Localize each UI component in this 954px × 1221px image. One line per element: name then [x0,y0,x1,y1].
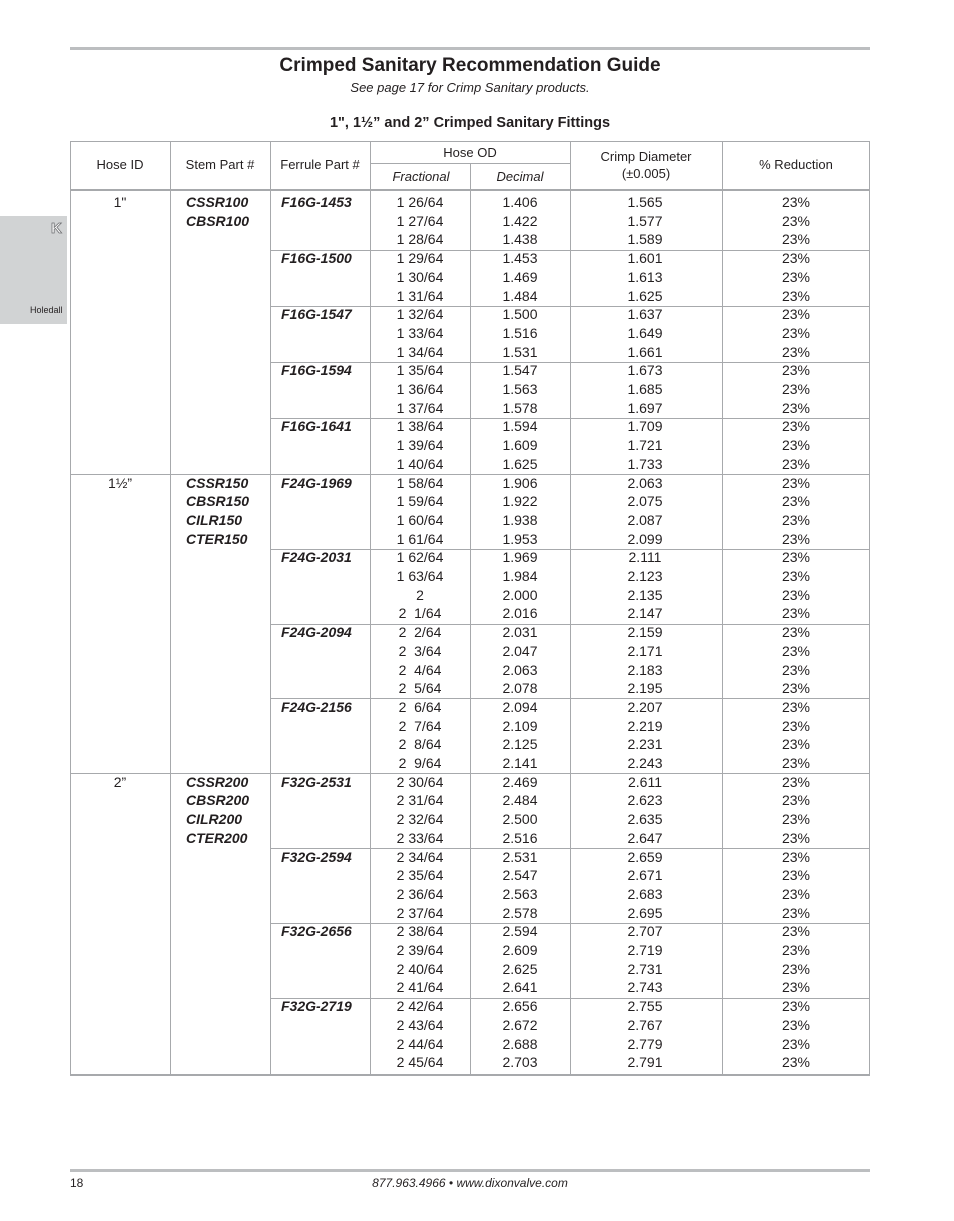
crimp-diameter-cell: 2.767 [627,1016,663,1033]
ferrule-part-cell: F16G-1500 [281,250,352,267]
table-top-border [70,141,870,142]
fractional-cell: 2 2/64 [398,624,442,641]
crimp-diameter-cell: 1.637 [627,306,663,323]
crimp-diameter-cell: 1.721 [627,437,663,454]
reduction-cell: 23% [781,250,811,267]
fractional-cell: 1 29/64 [396,250,444,267]
fractional-cell: 2 4/64 [398,661,442,678]
decimal-cell: 2.063 [502,661,538,678]
reduction-cell: 23% [781,698,811,715]
decimal-cell: 1.563 [502,381,538,397]
crimp-diameter-cell: 2.695 [627,904,663,921]
fractional-cell: 1 28/64 [396,231,444,248]
fractional-cell: 2 31/64 [396,792,444,809]
ferrule-part-cell: F16G-1594 [281,362,352,379]
fractional-cell: 1 33/64 [396,324,444,341]
decimal-cell: 1.422 [502,212,538,229]
decimal-cell: 2.531 [502,848,538,865]
top-rule [70,47,870,50]
crimp-diameter-cell: 2.659 [627,848,663,865]
decimal-cell: 2.016 [502,605,538,622]
fractional-cell: 2 32/64 [396,811,444,828]
stem-part-cell: CILR150 [186,511,243,528]
fractional-cell: 1 35/64 [396,362,444,379]
decimal-cell: 2.688 [502,1035,538,1052]
fractional-cell: 1 59/64 [396,493,444,510]
crimp-diameter-cell: 2.159 [627,624,663,641]
decimal-cell: 2.578 [502,904,538,921]
decimal-cell: 2.078 [502,680,538,697]
crimp-diameter-cell: 2.123 [627,568,663,584]
fractional-cell: 2 42/64 [396,998,444,1015]
reduction-cell: 23% [781,549,811,566]
hose-id-cell: 1" [113,194,127,210]
crimp-diameter-cell: 2.731 [627,960,663,977]
reduction-cell: 23% [781,942,811,958]
page-title: Crimped Sanitary Recommendation Guide [279,55,661,76]
crimp-diameter-cell: 1.601 [627,250,663,267]
ferrule-part-cell: F16G-1547 [281,306,352,323]
crimp-diameter-cell: 2.183 [627,661,663,678]
crimp-diameter-cell: 1.613 [627,268,663,285]
column-divider [470,163,471,189]
reduction-cell: 23% [781,923,811,940]
decimal-cell: 1.938 [502,511,538,528]
crimp-diameter-cell: 2.791 [627,1054,663,1071]
ferrule-part-cell: F32G-2719 [281,998,352,1015]
crimp-diameter-cell: 2.171 [627,642,663,659]
column-divider [722,141,723,1074]
ferrule-part-cell: F16G-1453 [281,194,352,210]
fractional-cell: 1 37/64 [396,399,444,416]
reduction-cell: 23% [781,511,811,528]
decimal-cell: 1.906 [502,474,538,491]
crimp-diameter-cell: 1.565 [627,194,663,210]
fractional-cell: 2 3/64 [398,642,442,659]
reduction-cell: 23% [781,530,811,547]
crimp-diameter-cell: 2.243 [627,755,663,771]
fractional-cell: 2 33/64 [396,829,444,846]
fractional-cell: 2 30/64 [396,773,444,790]
reduction-cell: 23% [781,605,811,622]
decimal-cell: 1.406 [502,194,538,210]
reduction-cell: 23% [781,755,811,771]
fractional-cell: 1 30/64 [396,268,444,285]
reduction-cell: 23% [781,455,811,472]
ferrule-part-cell: F32G-2531 [281,773,352,790]
reduction-cell: 23% [781,287,811,304]
fractional-cell: 2 1/64 [398,605,442,622]
crimp-diameter-cell: 2.623 [627,792,663,809]
reduction-cell: 23% [781,736,811,753]
header-decimal: Decimal [496,169,544,184]
decimal-cell: 2.516 [502,829,538,846]
decimal-cell: 2.672 [502,1016,538,1033]
decimal-cell: 2.000 [502,586,538,603]
fractional-cell: 1 63/64 [396,568,444,584]
decimal-cell: 1.594 [502,418,538,435]
fractional-cell: 2 43/64 [396,1016,444,1033]
stem-part-cell: CILR200 [186,811,243,828]
fittings-table [70,141,870,1076]
crimp-diameter-cell: 2.195 [627,680,663,697]
fractional-cell: 1 27/64 [396,212,444,229]
decimal-cell: 1.625 [502,455,538,472]
hose-od-sub-divider [370,163,570,164]
crimp-diameter-cell: 2.683 [627,885,663,902]
crimp-diameter-cell: 2.743 [627,979,663,996]
crimp-diameter-cell: 2.219 [627,717,663,734]
hose-id-cell: 2” [113,773,127,790]
crimp-diameter-cell: 1.589 [627,231,663,248]
fractional-cell: 2 5/64 [398,680,442,697]
decimal-cell: 2.594 [502,923,538,940]
fractional-cell: 2 41/64 [396,979,444,996]
decimal-cell: 1.953 [502,530,538,547]
decimal-cell: 1.609 [502,437,538,454]
page-number: 18 [70,1176,84,1190]
fractional-cell: 1 61/64 [396,530,444,547]
reduction-cell: 23% [781,624,811,641]
fractional-cell: 2 7/64 [398,717,442,734]
crimp-diameter-cell: 2.111 [628,549,662,566]
reduction-cell: 23% [781,362,811,379]
decimal-cell: 1.984 [502,568,538,584]
header-fractional: Fractional [392,169,450,184]
crimp-diameter-cell: 2.135 [627,586,663,603]
decimal-cell: 2.547 [502,867,538,884]
header-reduction: % Reduction [759,157,833,172]
crimp-diameter-cell: 2.671 [627,867,663,884]
table-bottom-border [70,1074,870,1076]
reduction-cell: 23% [781,437,811,454]
fractional-cell: 2 38/64 [396,923,444,940]
fractional-cell: 1 40/64 [396,455,444,472]
fractional-cell: 1 26/64 [396,194,444,210]
reduction-cell: 23% [781,885,811,902]
fractional-cell: 2 37/64 [396,904,444,921]
decimal-cell: 1.516 [502,324,538,341]
decimal-cell: 1.469 [502,268,538,285]
crimp-diameter-cell: 2.075 [627,493,663,510]
ferrule-part-cell: F24G-2094 [281,624,352,641]
reduction-cell: 23% [781,1054,811,1071]
decimal-cell: 2.641 [502,979,538,996]
decimal-cell: 2.563 [502,885,538,902]
stem-part-cell: CBSR200 [186,792,250,809]
reduction-cell: 23% [781,848,811,865]
reduction-cell: 23% [781,381,811,397]
reduction-cell: 23% [781,306,811,323]
column-divider [370,141,371,1074]
reduction-cell: 23% [781,231,811,248]
fractional-cell: 1 32/64 [396,306,444,323]
section-tab-label: Holedall [30,305,63,315]
stem-part-cell: CTER200 [186,829,248,846]
decimal-cell: 1.578 [502,399,538,416]
column-divider [270,141,271,1074]
reduction-cell: 23% [781,811,811,828]
header-crimp-tolerance: (±0.005) [621,166,671,181]
decimal-cell: 2.500 [502,811,538,828]
reduction-cell: 23% [781,998,811,1015]
fractional-cell: 1 31/64 [396,287,444,304]
fractional-cell: 2 8/64 [398,736,442,753]
crimp-diameter-cell: 2.099 [627,530,663,547]
reduction-cell: 23% [781,680,811,697]
footer-contact: 877.963.4966 • www.dixonvalve.com [372,1176,568,1190]
decimal-cell: 1.484 [502,287,538,304]
crimp-diameter-cell: 1.733 [627,455,663,472]
crimp-diameter-cell: 2.707 [627,923,663,940]
reduction-cell: 23% [781,904,811,921]
decimal-cell: 1.547 [502,362,538,379]
crimp-diameter-cell: 1.673 [627,362,663,379]
decimal-cell: 2.031 [502,624,538,641]
fractional-cell: 2 36/64 [396,885,444,902]
crimp-diameter-cell: 2.231 [627,736,663,753]
crimp-diameter-cell: 2.207 [627,698,663,715]
header-crimp-diameter: Crimp Diameter [600,149,692,164]
decimal-cell: 2.141 [502,755,538,771]
stem-part-cell: CSSR200 [186,773,249,790]
reduction-cell: 23% [781,960,811,977]
ferrule-part-cell: F32G-2656 [281,923,352,940]
crimp-diameter-cell: 2.611 [628,773,662,790]
crimp-diameter-cell: 2.719 [627,942,663,958]
column-divider [869,141,870,1074]
fractional-cell: 1 34/64 [396,343,444,360]
crimp-diameter-cell: 2.087 [627,511,663,528]
fractional-cell: 1 60/64 [396,511,444,528]
fractional-cell: 1 38/64 [396,418,444,435]
decimal-cell: 2.125 [502,736,538,753]
decimal-cell: 2.484 [502,792,538,809]
ferrule-part-cell: F16G-1641 [281,418,352,435]
decimal-cell: 2.656 [502,998,538,1015]
header-hose-od: Hose OD [443,145,497,160]
crimp-diameter-cell: 2.147 [627,605,663,622]
crimp-diameter-cell: 1.697 [627,399,663,416]
fractional-cell: 2 40/64 [396,960,444,977]
reduction-cell: 23% [781,661,811,678]
stem-part-cell: CTER150 [186,530,248,547]
table-title: 1", 1½” and 2” Crimped Sanitary Fittings [329,115,611,131]
decimal-cell: 1.969 [502,549,538,566]
decimal-cell: 2.469 [502,773,538,790]
fractional-cell: 2 34/64 [396,848,444,865]
decimal-cell: 1.922 [502,493,538,510]
reduction-cell: 23% [781,343,811,360]
fractional-cell: 2 [416,586,424,603]
header-stem-part: Stem Part # [185,157,255,172]
bottom-rule [70,1169,870,1172]
stem-part-cell: CBSR100 [186,212,250,229]
stem-part-cell: CSSR150 [186,474,249,491]
column-divider [170,141,171,1074]
reduction-cell: 23% [781,792,811,809]
ferrule-part-cell: F24G-1969 [281,474,352,491]
reduction-cell: 23% [781,773,811,790]
hose-id-cell: 1½” [107,474,133,491]
fractional-cell: 1 58/64 [396,474,444,491]
fractional-cell: 2 6/64 [398,698,442,715]
ferrule-part-cell: F24G-2156 [281,698,352,715]
reduction-cell: 23% [781,829,811,846]
fractional-cell: 2 9/64 [398,755,442,771]
reduction-cell: 23% [781,399,811,416]
column-divider [570,141,571,1074]
ferrule-part-cell: F24G-2031 [281,549,352,566]
decimal-column-divider [470,189,471,1074]
decimal-cell: 1.453 [502,250,538,267]
crimp-diameter-cell: 1.649 [627,324,663,341]
reduction-cell: 23% [781,642,811,659]
reduction-cell: 23% [781,717,811,734]
decimal-cell: 2.703 [502,1054,538,1071]
reduction-cell: 23% [781,324,811,341]
section-tab-letter: K [51,220,62,237]
decimal-cell: 1.531 [502,343,538,360]
decimal-cell: 1.438 [502,231,538,248]
column-divider [70,141,71,1074]
fractional-cell: 2 35/64 [396,867,444,884]
reduction-cell: 23% [781,194,811,210]
reduction-cell: 23% [781,867,811,884]
reduction-cell: 23% [781,979,811,996]
crimp-diameter-cell: 1.685 [627,381,663,397]
stem-part-cell: CBSR150 [186,493,250,510]
crimp-diameter-cell: 2.779 [627,1035,663,1052]
fractional-cell: 2 44/64 [396,1035,444,1052]
fractional-cell: 2 45/64 [396,1054,444,1071]
crimp-diameter-cell: 2.647 [627,829,663,846]
decimal-cell: 2.094 [502,698,538,715]
decimal-cell: 2.109 [502,717,538,734]
reduction-cell: 23% [781,493,811,510]
reduction-cell: 23% [781,1035,811,1052]
reduction-cell: 23% [781,1016,811,1033]
crimp-diameter-cell: 2.635 [627,811,663,828]
header-ferrule-part: Ferrule Part # [280,157,360,172]
decimal-cell: 2.047 [502,642,538,659]
ferrule-part-cell: F32G-2594 [281,848,352,865]
crimp-diameter-cell: 2.063 [627,474,663,491]
reduction-cell: 23% [781,568,811,584]
crimp-diameter-cell: 2.755 [627,998,663,1015]
decimal-cell: 2.625 [502,960,538,977]
decimal-cell: 1.500 [502,306,538,323]
stem-part-cell: CSSR100 [186,194,249,210]
fractional-cell: 1 62/64 [396,549,444,566]
crimp-diameter-cell: 1.709 [627,418,663,435]
header-hose-id: Hose ID [96,157,144,172]
fractional-cell: 1 36/64 [396,381,444,397]
fractional-cell: 2 39/64 [396,942,444,958]
reduction-cell: 23% [781,418,811,435]
reduction-cell: 23% [781,474,811,491]
crimp-diameter-cell: 1.625 [627,287,663,304]
reduction-cell: 23% [781,268,811,285]
crimp-diameter-cell: 1.661 [627,343,663,360]
reduction-cell: 23% [781,586,811,603]
reduction-cell: 23% [781,212,811,229]
crimp-diameter-cell: 1.577 [627,212,663,229]
fractional-cell: 1 39/64 [396,437,444,454]
page-subtitle: See page 17 for Crimp Sanitary products. [350,80,590,95]
decimal-cell: 2.609 [502,942,538,958]
